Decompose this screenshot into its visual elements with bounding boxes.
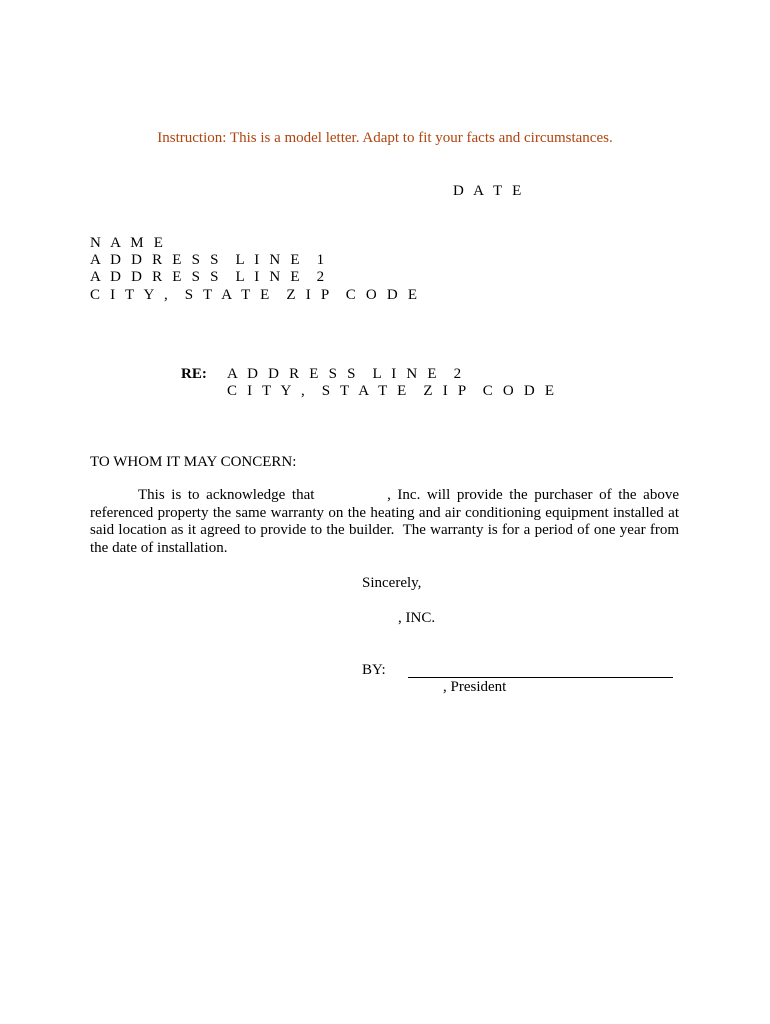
recipient-name: N A M E — [90, 235, 167, 251]
body-paragraph: This is to acknowledge that , Inc. will provide the purchaser of the above referenced property the same warranty on the heating and air conditioning equipment installed at said location as it agreed to provide to the builder. The warranty is for a period of one year from the date of installation. — [90, 487, 683, 556]
letter-date: D A T E — [453, 183, 525, 199]
recipient-address-line-2: A D D R E S S L I N E 2 — [90, 269, 328, 285]
recipient-address-line-1: A D D R E S S L I N E 1 — [90, 252, 328, 268]
signer-title: , President — [443, 679, 507, 695]
signature-line — [408, 677, 673, 678]
closing-sincerely: Sincerely, — [362, 575, 422, 591]
instruction-note: Instruction: This is a model letter. Adapt to fit your facts and circumstances. — [157, 130, 613, 146]
re-city-state-zip: C I T Y , S T A T E Z I P C O D E — [227, 383, 558, 399]
re-address-line-2: A D D R E S S L I N E 2 — [227, 366, 465, 382]
closing-company: , INC. — [398, 610, 436, 626]
re-label: RE: — [181, 366, 207, 382]
recipient-city-state-zip: C I T Y , S T A T E Z I P C O D E — [90, 287, 421, 303]
by-label: BY: — [362, 662, 386, 678]
salutation: TO WHOM IT MAY CONCERN: — [90, 454, 297, 470]
